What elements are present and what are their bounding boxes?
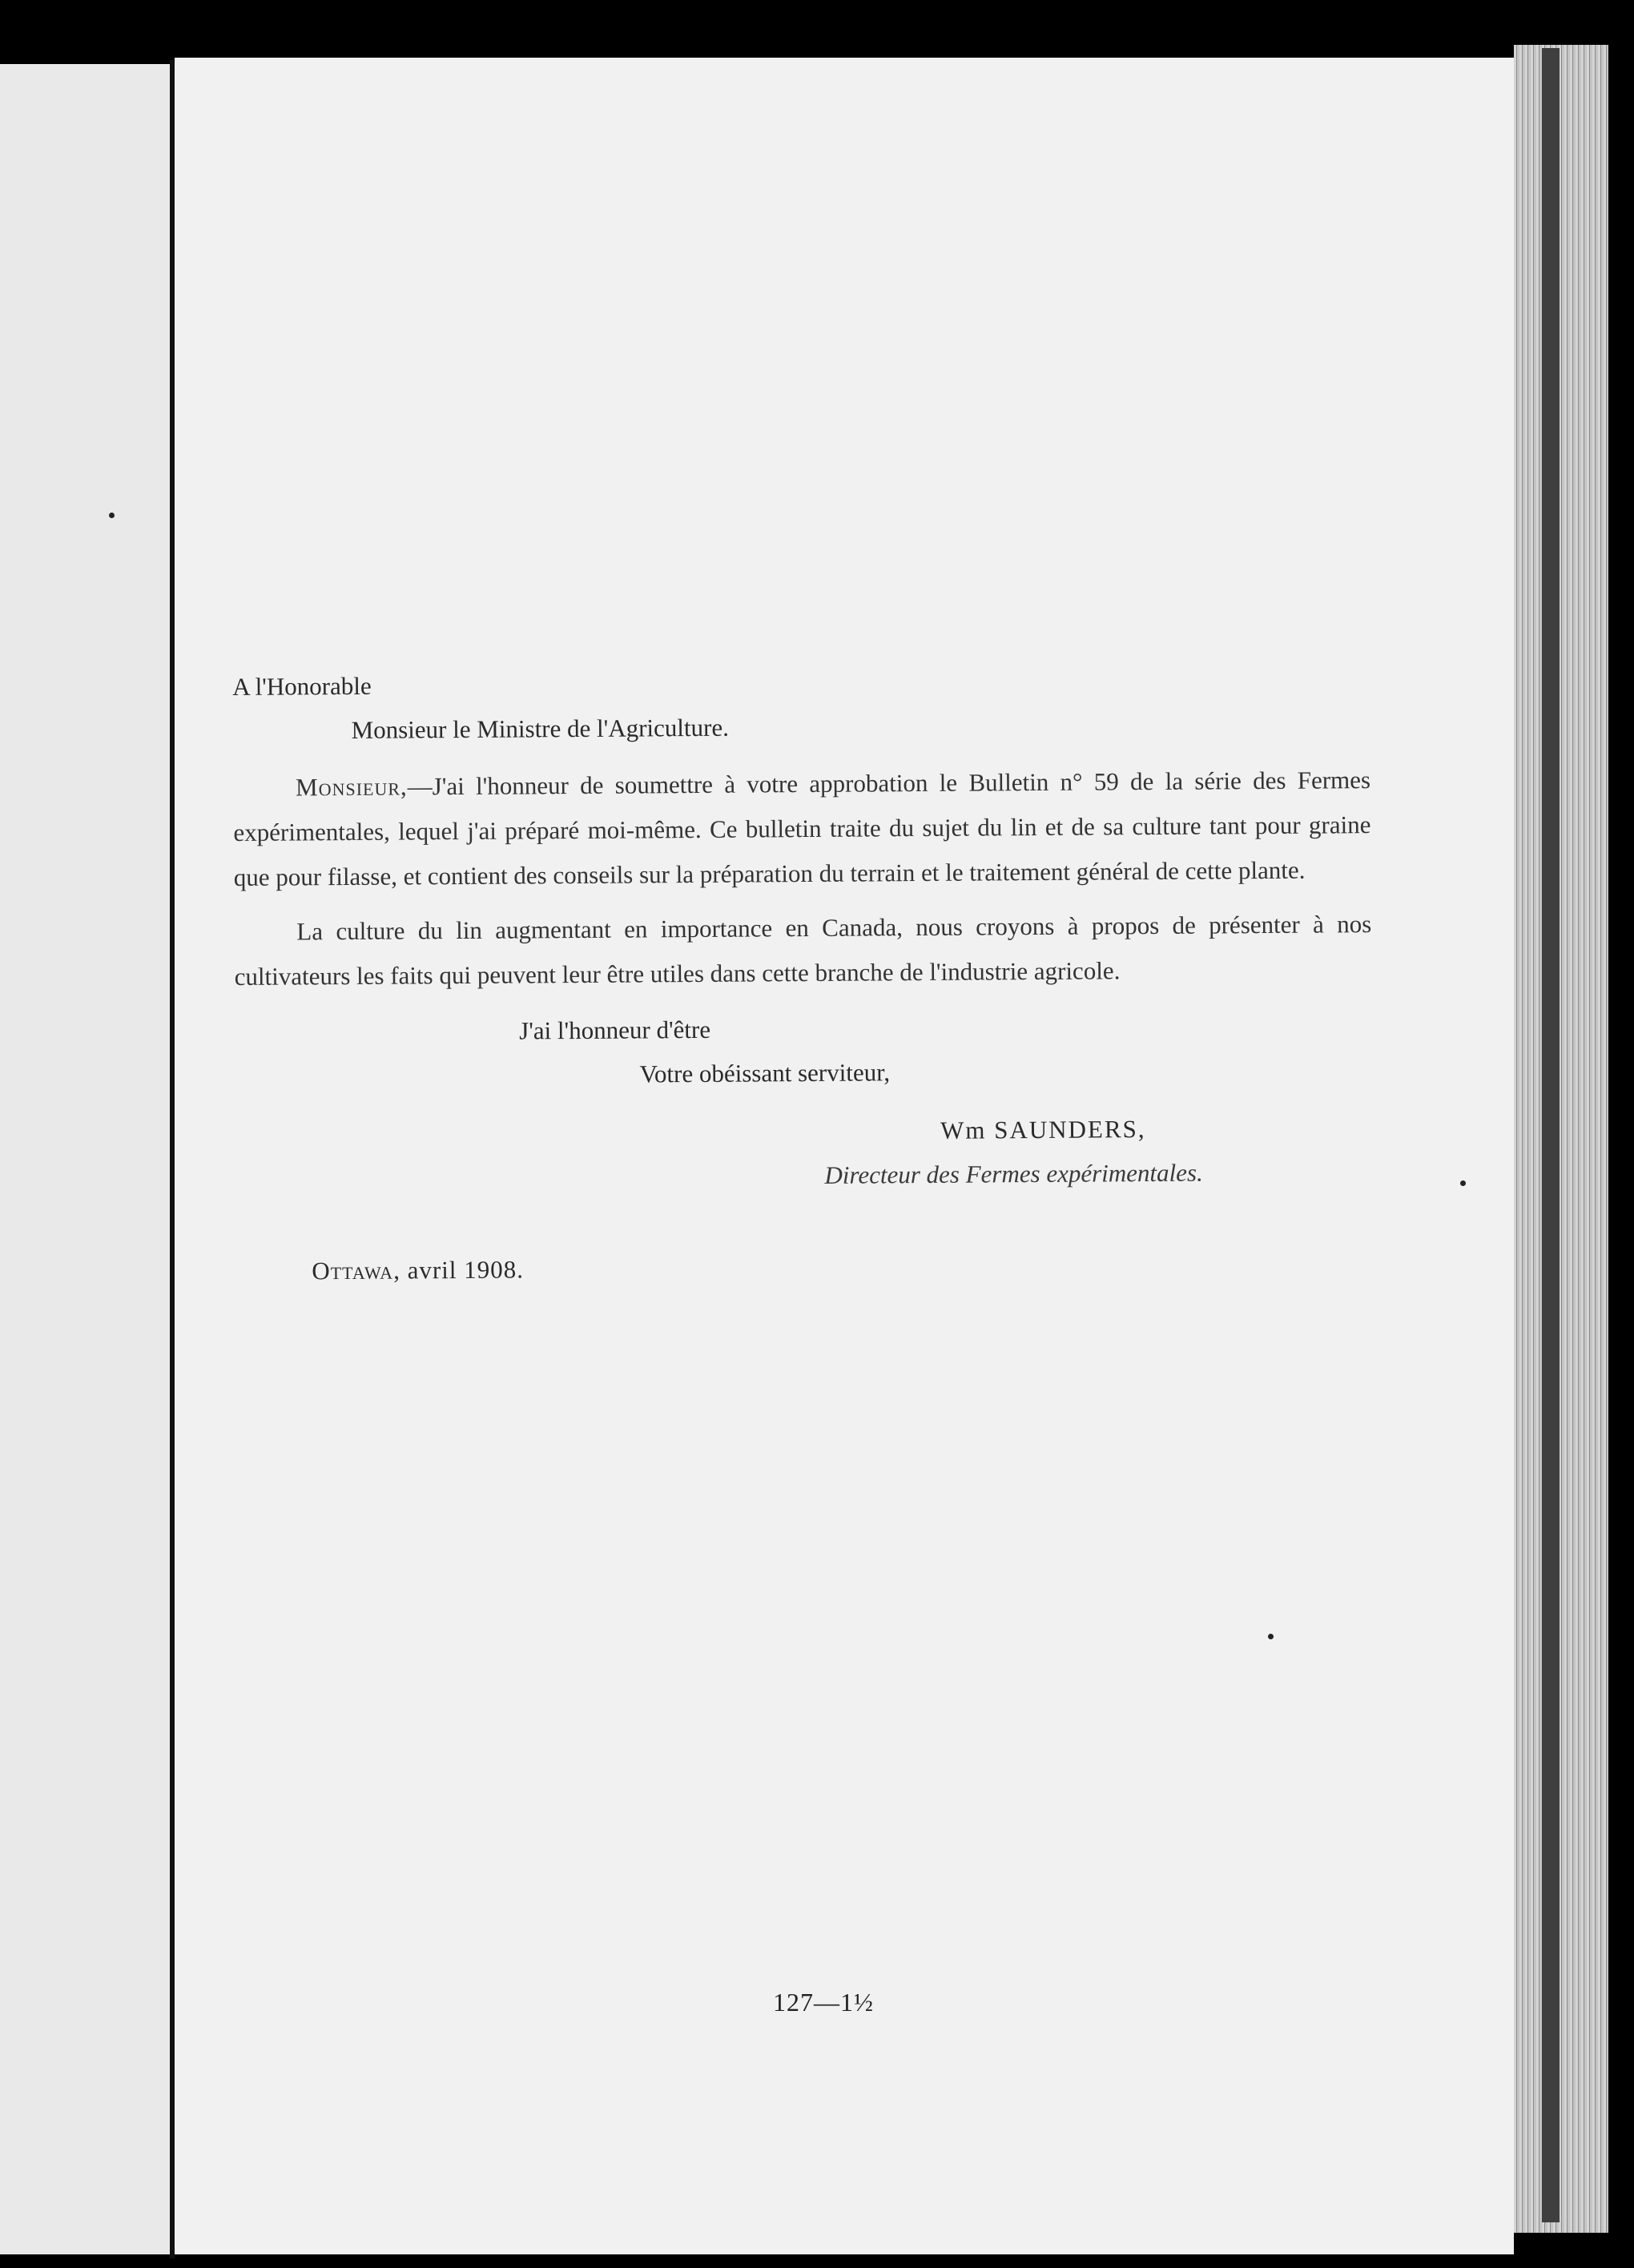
page-number: 127—1½ xyxy=(773,1988,874,2017)
paragraph-1 xyxy=(233,758,1371,900)
left-page xyxy=(0,64,170,2254)
signature-name: Wm SAUNDERS, xyxy=(940,1115,1146,1144)
closing-line-1: J'ai l'honneur d'être xyxy=(519,1015,711,1045)
salutation: Monsieur, xyxy=(295,772,408,802)
address-line-2: Monsieur le Ministre de l'Agriculture. xyxy=(351,713,730,744)
paragraph-2: La culture du lin augmentant en importance en Canada, nous croyons à propos de présenter à nos cultivateurs les faits qui peuvent leur être utiles dans cette branche de l'industrie agricole. xyxy=(234,910,1372,991)
closing-line-2: Votre obéissant serviteur, xyxy=(639,1058,891,1088)
paragraph-1-text: —J'ai l'honneur de soumettre à votre approbation le Bulletin n° 59 de la série des Fermes expérimentales, lequel j'ai préparé moi-même. Ce bulletin traite du sujet du lin et de sa culture tant pour graine que pour filasse, et contient des conseils sur la préparation du terrain et le traitement général de cette plante. xyxy=(233,766,1371,891)
address-line-1: A l'Honorable xyxy=(232,671,372,701)
signature-title: Directeur des Fermes expérimentales. xyxy=(824,1158,1203,1189)
letter-body xyxy=(232,657,1374,1293)
dust-speck xyxy=(1460,1180,1466,1186)
place-city: Ottawa, xyxy=(312,1256,400,1285)
page-edges xyxy=(1514,45,1608,2233)
place-date: avril 1908. xyxy=(400,1255,525,1285)
dust-speck xyxy=(109,513,115,518)
page-edges-shadow xyxy=(1542,48,1560,2222)
dust-speck xyxy=(1268,1634,1274,1639)
place-and-date xyxy=(236,1241,1374,1293)
